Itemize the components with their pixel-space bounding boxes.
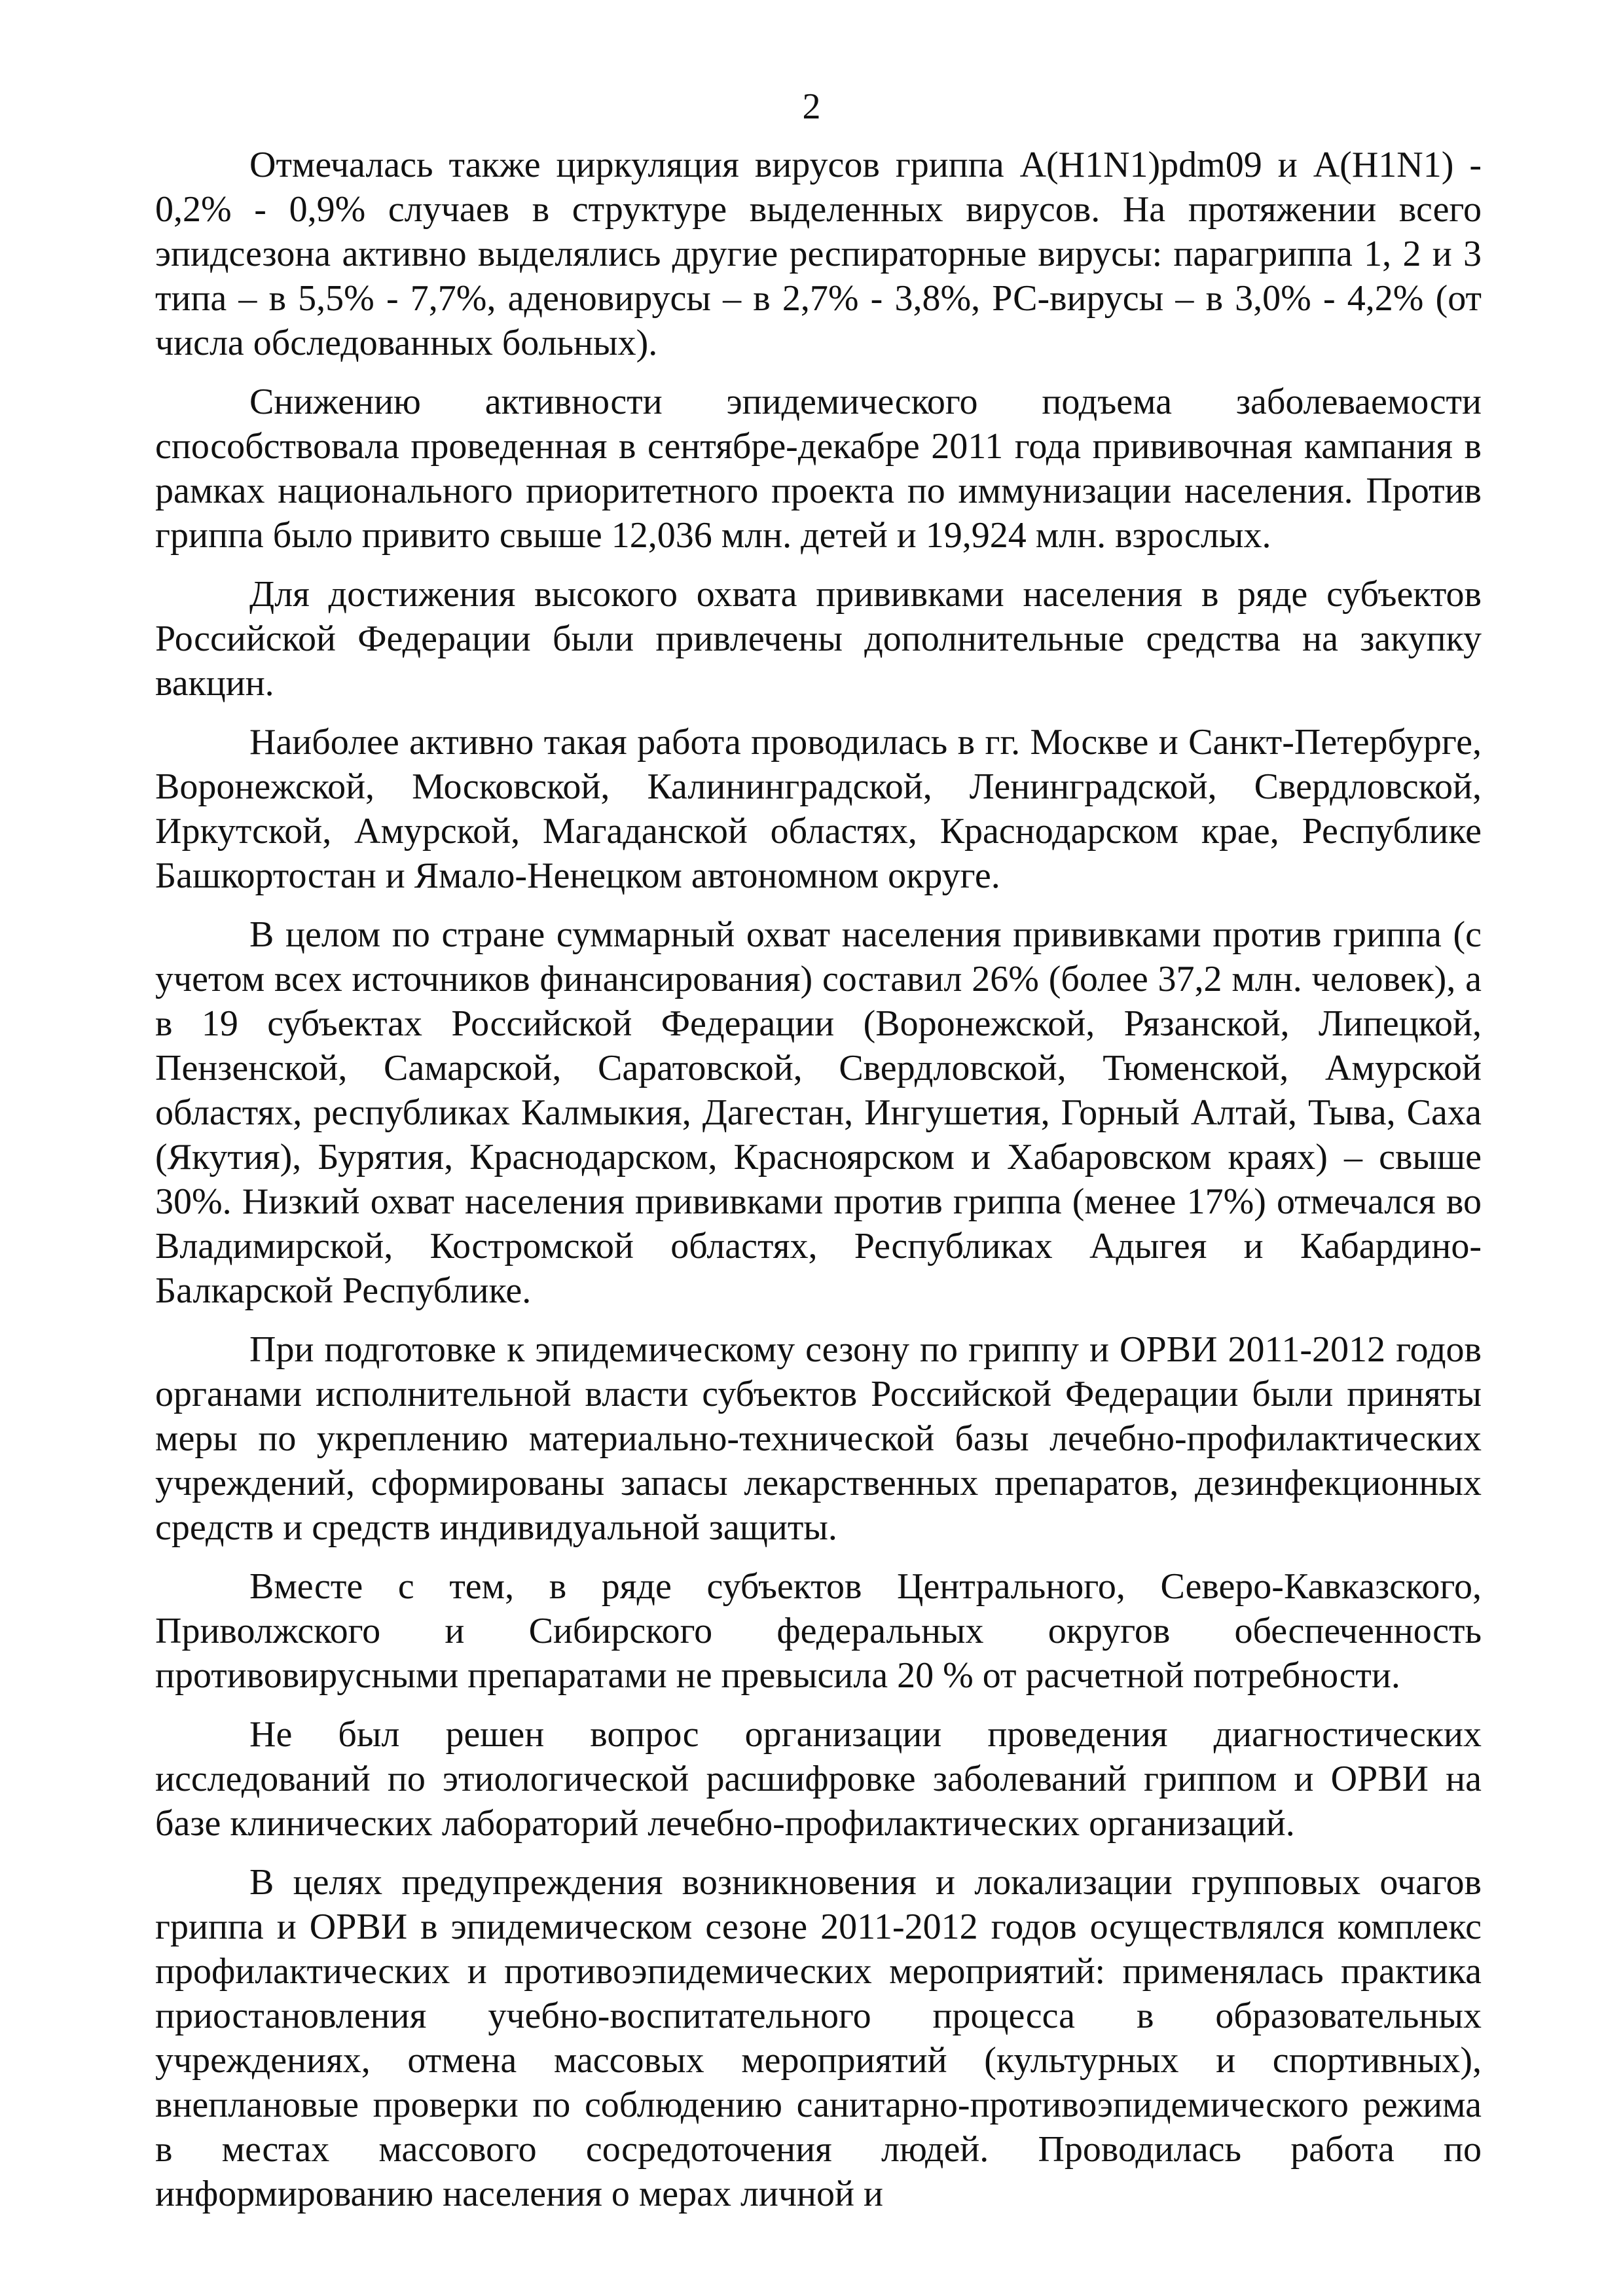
paragraph-antiviral-shortage: Вместе с тем, в ряде субъектов Центрального, Северо-Кавказского, Приволжского и Сибирского федеральных округов обеспеченность противовирусными препаратами не превысила 20 % от расчетной потребности.: [155, 1566, 1482, 1696]
paragraph-virus-circulation: Отмечалась также циркуляция вирусов гриппа A(H1N1)pdm09 и A(H1N1) - 0,2% - 0,9% случаев в структуре выделенных вирусов. На протяжении всего эпидсезона активно выделялись другие респираторные вирусы: парагриппа 1, 2 и 3 типа – в 5,5% - 7,7%, аденовирусы – в 2,7% - 3,8%, РС-вирусы – в 3,0% - 4,2% (от числа обследованных больных).: [155, 145, 1482, 363]
paragraph-season-preparation: При подготовке к эпидемическому сезону по гриппу и ОРВИ 2011-2012 годов органами исполнительной власти субъектов Российской Федерации были приняты меры по укреплению материально-технической базы лечебно-профилактических учреждений, сформированы запасы лекарственных препаратов, дезинфекционных средств и средств индивидуальной защиты.: [155, 1329, 1482, 1548]
paragraph-prevention-measures: В целях предупреждения возникновения и локализации групповых очагов гриппа и ОРВИ в эпидемическом сезоне 2011-2012 годов осуществлялся комплекс профилактических и противоэпидемических мероприятий: применялась практика приостановления учебно-воспитательного процесса в образовательных учреждениях, отмена массовых мероприятий (культурных и спортивных), внеплановые проверки по соблюдению санитарно-противоэпидемического режима в местах массового сосредоточения людей. Проводилась работа по информированию населения о мерах личной и: [155, 1862, 1482, 2214]
paragraph-active-regions: Наиболее активно такая работа проводилась в гг. Москве и Санкт-Петербурге, Воронежской, Московской, Калининградской, Ленинградской, Свердловской, Иркутской, Амурской, Магаданской областях, Краснодарском крае, Республике Башкортостан и Ямало-Ненецком автономном округе.: [155, 722, 1482, 896]
document-body: [155, 143, 1482, 2231]
paragraph-vaccination-campaign: Снижению активности эпидемического подъема заболеваемости способствовала проведенная в сентябре-декабре 2011 года прививочная кампания в рамках национального приоритетного проекта по иммунизации населения. Против гриппа было привито свыше 12,036 млн. детей и 19,924 млн. взрослых.: [155, 382, 1482, 556]
paragraph-diagnostics-issue: Не был решен вопрос организации проведения диагностических исследований по этиологической расшифровке заболеваний гриппом и ОРВИ на базе клинических лабораторий лечебно-профилактических организаций.: [155, 1714, 1482, 1844]
paragraph-additional-funding: Для достижения высокого охвата прививками населения в ряде субъектов Российской Федерации были привлечены дополнительные средства на закупку вакцин.: [155, 574, 1482, 704]
page-number: 2: [802, 86, 821, 127]
paragraph-coverage-summary: В целом по стране суммарный охват населения прививками против гриппа (с учетом всех источников финансирования) составил 26% (более 37,2 млн. человек), а в 19 субъектах Российской Федерации (Воронежской, Рязанской, Липецкой, Пензенской, Самарской, Саратовской, Свердловской, Тюменской, Амурской областях, республиках Калмыкия, Дагестан, Ингушетия, Горный Алтай, Тыва, Саха (Якутия), Бурятия, Краснодарском, Красноярском и Хабаровском краях) – свыше 30%. Низкий охват населения прививками против гриппа (менее 17%) отмечался во Владимирской, Костромской областях, Республиках Адыгея и Кабардино-Балкарской Республике.: [155, 914, 1482, 1311]
